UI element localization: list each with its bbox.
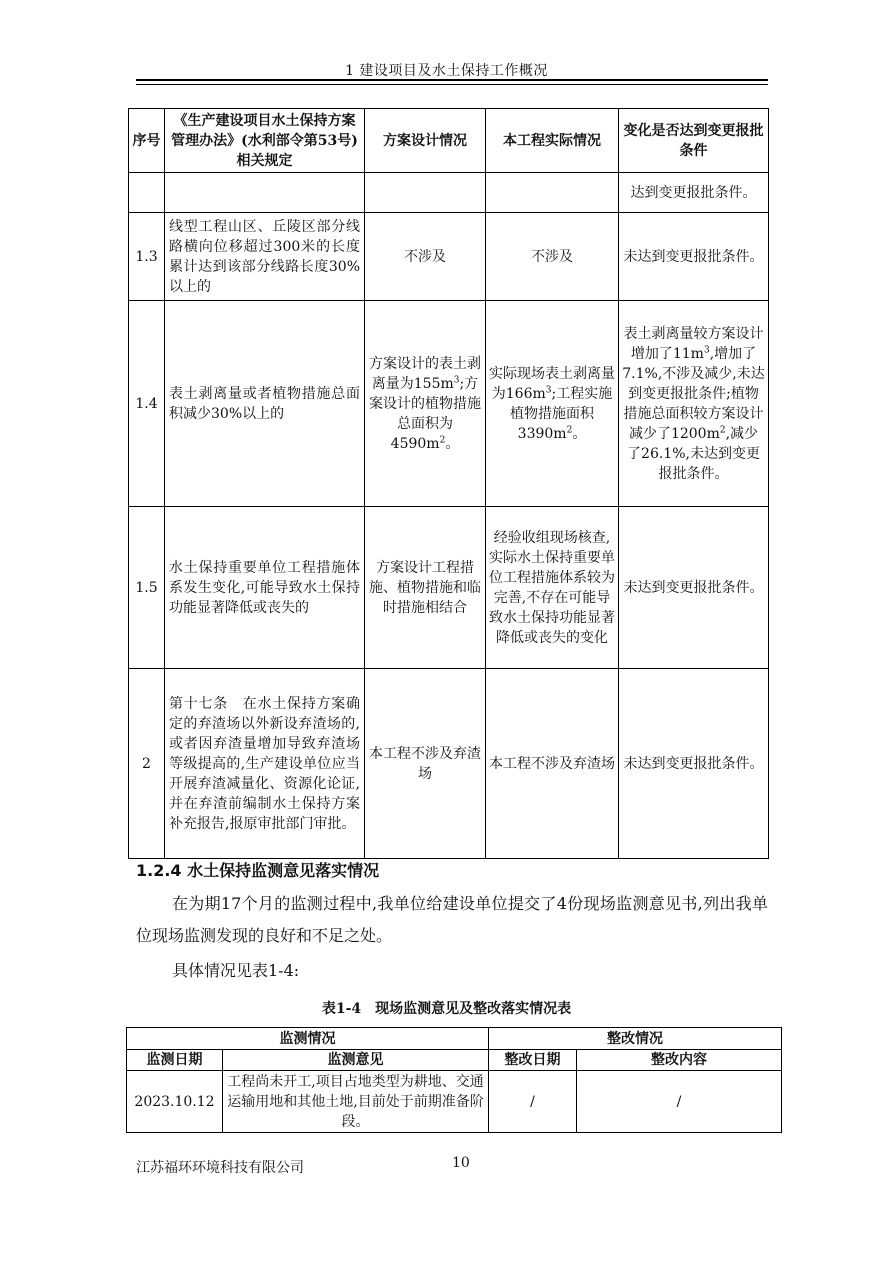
group-header-rectification: 整改情况 xyxy=(489,1028,782,1050)
page-number: 10 xyxy=(452,1155,470,1171)
body-paragraph: 在为期17个月的监测过程中,我单位给建设单位提交了4份现场监测意见书,列出我单位现场监测发现的良好和不足之处。 xyxy=(136,894,768,945)
change-criteria-table xyxy=(128,108,769,859)
body-paragraph: 具体情况见表1-4: xyxy=(172,961,300,980)
header-rule xyxy=(136,79,768,81)
table-row xyxy=(129,669,769,859)
section-heading: 1.2.4 水土保持监测意见落实情况 xyxy=(136,861,380,880)
table-row xyxy=(129,213,769,301)
col-header-actual: 本工程实际情况 xyxy=(486,109,619,173)
cell-actual: 不涉及 xyxy=(486,213,619,301)
cell-plan: 不涉及 xyxy=(365,213,486,301)
page-header-title: 1 建设项目及水土保持工作概况 xyxy=(345,63,548,79)
footer-company: 江苏福环环境科技有限公司 xyxy=(136,1160,304,1176)
cell-no: 1.4 xyxy=(129,301,165,507)
cell-rule: 线型工程山区、丘陵区部分线路横向位移超过300米的长度累计达到该部分线路长度30%以上的 xyxy=(165,213,365,301)
col-header-no: 序号 xyxy=(129,109,165,173)
col-header-plan: 方案设计情况 xyxy=(365,109,486,173)
cell-rule: 表土剥离量或者植物措施总面积减少30%以上的 xyxy=(165,301,365,507)
col-header-fix-date: 整改日期 xyxy=(489,1050,577,1071)
cell-no xyxy=(129,173,165,213)
cell-plan: 本工程不涉及弃渣场 xyxy=(365,669,486,859)
table-row xyxy=(129,173,769,213)
table-caption: 表1-4 现场监测意见及整改落实情况表 xyxy=(321,1001,572,1017)
cell-fix-content: / xyxy=(577,1071,782,1133)
table-group-header-row xyxy=(127,1028,782,1050)
cell-actual xyxy=(486,173,619,213)
col-header-rule: 《生产建设项目水土保持方案管理办法》(水利部令第53号)相关规定 xyxy=(165,109,365,173)
cell-rule xyxy=(165,173,365,213)
header-rule-thin xyxy=(136,84,768,85)
cell-rule: 第十七条 在水土保持方案确定的弃渣场以外新设弃渣场的,或者因弃渣量增加导致弃渣场等级提高的,生产建设单位应当开展弃渣减量化、资源化论证,并在弃渣前编制水土保持方案补充报告,报原审批部门审批。 xyxy=(165,669,365,859)
cell-no: 1.3 xyxy=(129,213,165,301)
cell-date: 2023.10.12 xyxy=(127,1071,223,1133)
monitoring-opinion-table xyxy=(126,1027,782,1133)
cell-fix-date: / xyxy=(489,1071,577,1133)
cell-change: 未达到变更报批条件。 xyxy=(619,213,769,301)
table-header-row xyxy=(129,109,769,173)
table-row xyxy=(129,507,769,669)
cell-plan: 方案设计工程措施、植物措施和临时措施相结合 xyxy=(365,507,486,669)
table-header-row xyxy=(127,1050,782,1071)
cell-no: 2 xyxy=(129,669,165,859)
cell-change: 未达到变更报批条件。 xyxy=(619,507,769,669)
cell-no: 1.5 xyxy=(129,507,165,669)
cell-opinion: 工程尚未开工,项目占地类型为耕地、交通运输用地和其他土地,目前处于前期准备阶段。 xyxy=(223,1071,489,1133)
cell-rule: 水土保持重要单位工程措施体系发生变化,可能导致水土保持功能显著降低或丧失的 xyxy=(165,507,365,669)
cell-actual: 经验收组现场核查,实际水土保持重要单位工程措施体系较为完善,不存在可能导致水土保持功能显著降低或丧失的变化 xyxy=(486,507,619,669)
col-header-opinion: 监测意见 xyxy=(223,1050,489,1071)
col-header-change: 变化是否达到变更报批条件 xyxy=(619,109,769,173)
cell-actual: 实际现场表土剥离量为$166m^3$;工程实施植物措施面积$3390m^2$。 xyxy=(486,301,619,507)
cell-actual: 本工程不涉及弃渣场 xyxy=(486,669,619,859)
cell-plan: 方案设计的表土剥离量为$155m^3$;方案设计的植物措施总面积为$4590m^2$。 xyxy=(365,301,486,507)
table-row xyxy=(127,1071,782,1133)
cell-change: 达到变更报批条件。 xyxy=(619,173,769,213)
group-header-monitoring: 监测情况 xyxy=(127,1028,489,1050)
table-row xyxy=(129,301,769,507)
cell-plan xyxy=(365,173,486,213)
cell-change: 表土剥离量较方案设计增加了$11m^3$,增加了7.1%,不涉及减少,未达到变更报批条件;植物措施总面积较方案设计减少了$1200m^2$,减少了26.1%,未达到变更报批条件。 xyxy=(619,301,769,507)
cell-change: 未达到变更报批条件。 xyxy=(619,669,769,859)
col-header-date: 监测日期 xyxy=(127,1050,223,1071)
col-header-fix-content: 整改内容 xyxy=(577,1050,782,1071)
